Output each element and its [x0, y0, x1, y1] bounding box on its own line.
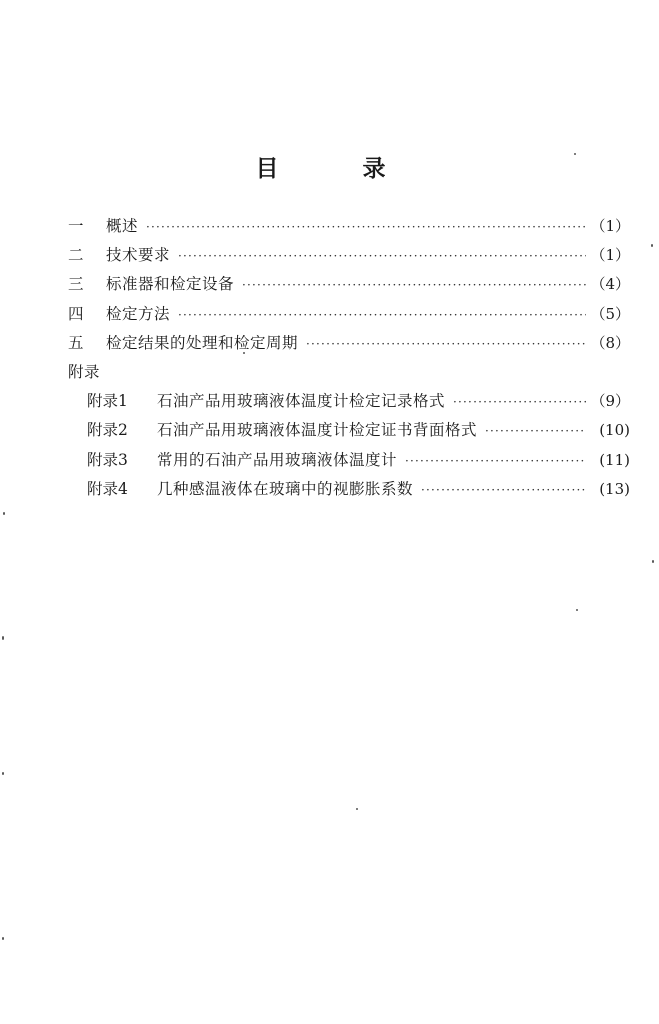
toc-entry-page: (13): [599, 479, 630, 498]
scan-speck: [2, 772, 4, 775]
toc-entry-number: 三: [68, 275, 84, 294]
toc-entry-number: 五: [68, 333, 84, 352]
toc-entry-page: （1）: [590, 246, 630, 265]
toc-entry-chapter-4[interactable]: [68, 300, 630, 329]
scan-speck: [576, 609, 578, 611]
dot-leader: [242, 271, 586, 300]
scan-speck: [651, 244, 653, 247]
toc-entry-number: 附录1: [87, 392, 128, 411]
scan-speck: [2, 937, 4, 940]
toc-entry-number: 二: [68, 246, 84, 265]
scan-speck: [652, 560, 654, 563]
appendix-heading-row: [68, 358, 630, 387]
dot-leader: [485, 417, 586, 446]
toc-entry-appendix-2[interactable]: [68, 416, 630, 445]
toc-entry-label: 检定方法: [106, 304, 171, 323]
dot-leader: [405, 447, 586, 476]
dot-leader: [453, 388, 586, 417]
toc-entry-page: （5）: [590, 304, 630, 323]
toc-entry-page: (10): [599, 421, 630, 440]
toc-entry-number: 一: [68, 217, 84, 235]
toc-entry-number: 附录4: [87, 479, 128, 498]
toc-entry-page: （1）: [590, 217, 630, 235]
scan-speck: [3, 512, 5, 515]
dot-leader: [178, 242, 586, 271]
dot-leader: [421, 476, 586, 505]
dot-leader: [306, 330, 586, 359]
toc-entry-chapter-1[interactable]: [68, 212, 630, 241]
appendix-heading: 附录: [68, 362, 101, 381]
dot-leader: [178, 301, 586, 330]
scan-speck: [356, 808, 358, 810]
scan-speck: [243, 352, 245, 354]
toc-entry-chapter-3[interactable]: [68, 270, 630, 299]
toc-entry-page: （9）: [590, 392, 630, 411]
toc-entry-page: （8）: [590, 333, 630, 352]
toc-entry-label: 石油产品用玻璃液体温度计检定证书背面格式: [157, 421, 478, 440]
toc-entry-label: 技术要求: [106, 246, 171, 265]
toc-entry-page: （4）: [590, 275, 630, 294]
page-title: 目 录: [255, 156, 424, 182]
scan-speck: [574, 153, 576, 155]
toc-entry-number: 附录3: [87, 450, 128, 469]
toc-entry-number: 四: [68, 304, 84, 323]
toc-entry-label: 概述: [106, 217, 139, 235]
toc-entry-appendix-3[interactable]: [68, 446, 630, 475]
table-of-contents: [68, 212, 630, 504]
toc-entry-label: 几种感温液体在玻璃中的视膨胀系数: [157, 479, 414, 498]
toc-entry-number: 附录2: [87, 421, 128, 440]
toc-entry-appendix-1[interactable]: [68, 387, 630, 416]
toc-entry-label: 检定结果的处理和检定周期: [106, 333, 299, 352]
scan-speck: [2, 636, 4, 640]
toc-entry-chapter-2[interactable]: [68, 241, 630, 270]
toc-entry-chapter-5[interactable]: [68, 329, 630, 358]
toc-entry-label: 常用的石油产品用玻璃液体温度计: [157, 450, 398, 469]
toc-entry-label: 石油产品用玻璃液体温度计检定记录格式: [157, 392, 446, 411]
dot-leader: [146, 213, 586, 242]
toc-entry-page: (11): [599, 450, 630, 469]
toc-entry-appendix-4[interactable]: [68, 475, 630, 504]
toc-entry-label: 标准器和检定设备: [106, 275, 235, 294]
